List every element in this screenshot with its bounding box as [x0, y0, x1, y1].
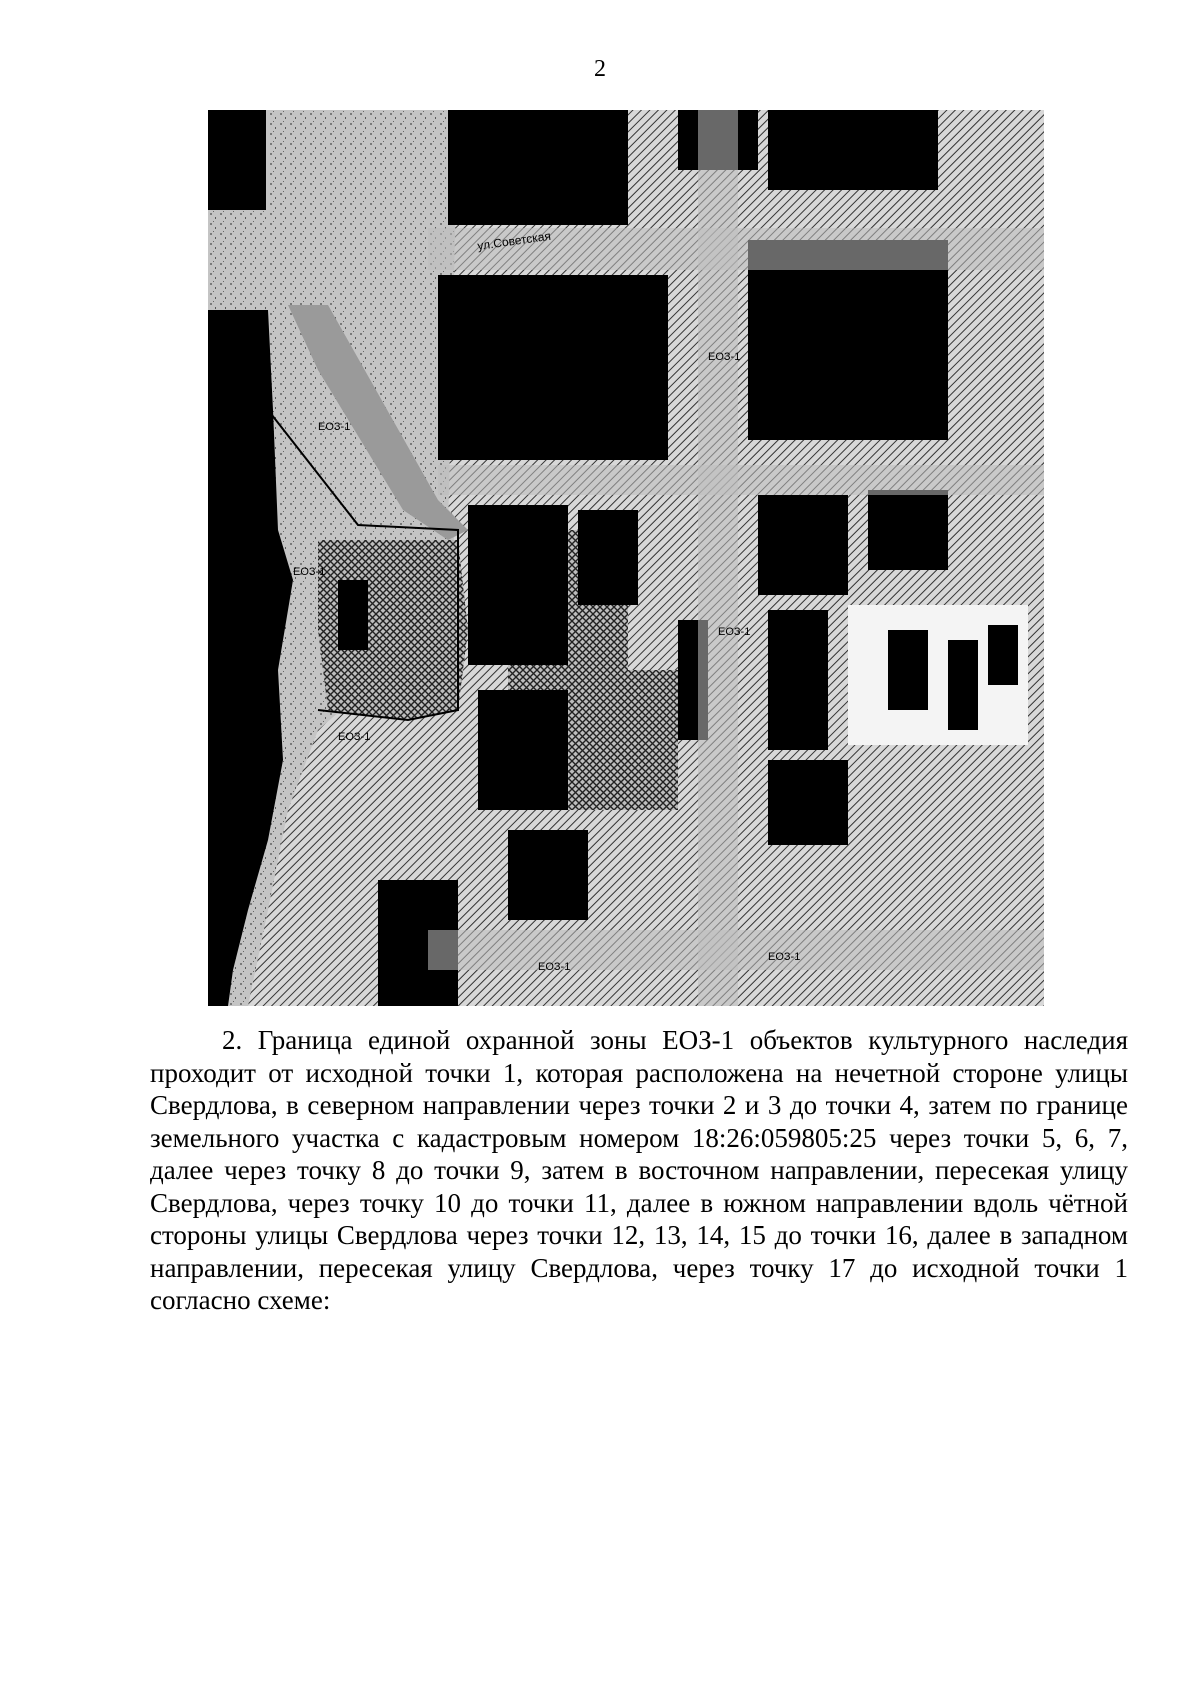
- street-label: ул.Советская: [476, 228, 552, 253]
- zone-map-svg: [208, 110, 1044, 1006]
- zone-label: ЕОЗ-1: [293, 566, 326, 578]
- page-number: 2: [594, 56, 606, 82]
- paragraph-zone-boundary: 2. Граница единой охранной зоны ЕОЗ-1 объектов культурного наследия проходит от исходной точки 1, которая расположена на нечетной стороне улицы Свердлова, в северном направлении через точки 2 и 3 до точки 4, затем по границе земельного участка с кадастровым номером 18:26:059805:25 через точки 5, 6, 7, далее через точку 8 до точки 9, затем в восточном направлении, пересекая улицу Свердлова, через точку 10 до точки 11, далее в южном направлении вдоль чётной стороны улицы Свердлова через точки 12, 13, 14, 15 до точки 16, далее в западном направлении, пересекая улицу Свердлова, через точку 17 до исходной точки 1 согласно схеме:: [150, 1025, 1128, 1315]
- zone-map-image: [208, 110, 1044, 1006]
- zone-label: ЕОЗ-1: [768, 951, 801, 963]
- zone-label: ЕОЗ-1: [708, 351, 741, 363]
- document-body: [150, 1024, 1128, 1317]
- zone-label: ЕОЗ-1: [318, 421, 351, 433]
- zone-label: ЕОЗ-1: [338, 731, 371, 743]
- zone-label: ЕОЗ-1: [538, 961, 571, 973]
- zone-label: ЕОЗ-1: [718, 626, 751, 638]
